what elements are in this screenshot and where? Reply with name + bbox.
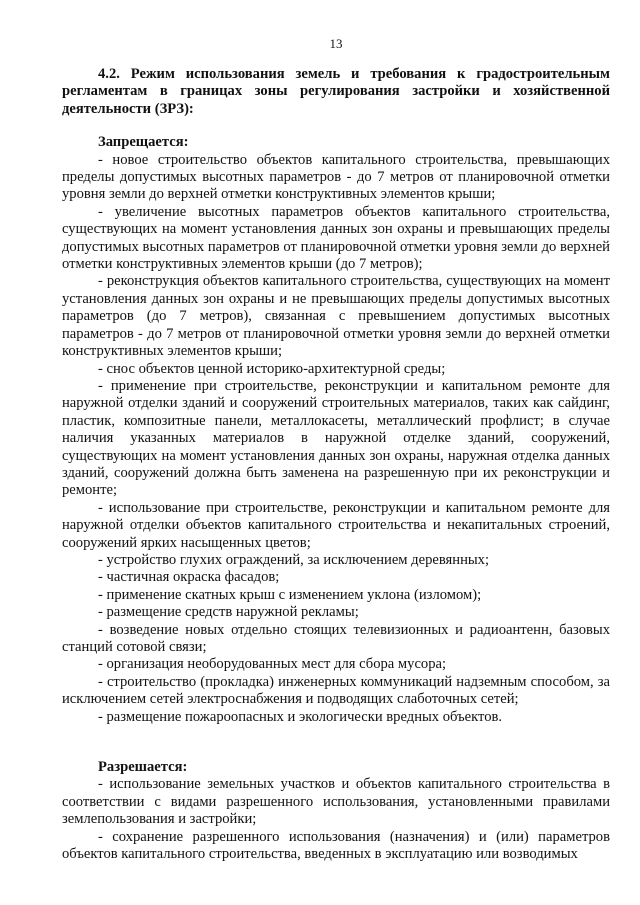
- forbidden-title: Запрещается:: [98, 134, 189, 151]
- forbidden-item: - увеличение высотных параметров объектов капитального строительства, существующих на момент установления данных зон охраны и превышающих пределы допустимых высотных параметров от планировочной отметки уровня земли до верхней отметки конструктивных элементов крыши (до 7 метров);: [62, 203, 610, 273]
- section-heading: 4.2. Режим использования земель и требования к градостроительным регламентам в границах зоны регулирования застройки и хозяйственной деятельности (ЗРЗ):: [62, 66, 610, 117]
- allowed-list: [62, 776, 610, 863]
- forbidden-item: - применение скатных крыш с изменением уклона (изломом);: [98, 586, 482, 603]
- allowed-item: - использование земельных участков и объектов капитального строительства в соответствии с видами разрешенного использования, установленными правилами землепользования и застройки;: [62, 776, 610, 828]
- document-page: [62, 0, 610, 863]
- forbidden-item: - организация необорудованных мест для сбора мусора;: [98, 656, 447, 673]
- forbidden-item: - реконструкция объектов капитального строительства, существующих на момент установления данных зон охраны и не превышающих пределы допустимых высотных параметров (до 7 метров), связанная с превышением допустимых высотных параметров - до 7 метров от планировочной отметки уровня земли до верхней отметки конструктивных элементов крыши;: [62, 273, 610, 360]
- forbidden-item: - возведение новых отдельно стоящих телевизионных и радиоантенн, базовых станций сотовой связи;: [62, 621, 610, 655]
- forbidden-item: - частичная окраска фасадов;: [98, 569, 280, 586]
- allowed-item: - сохранение разрешенного использования (назначения) и (или) параметров объектов капитального строительства, введенных в эксплуатацию или возводимых: [62, 828, 610, 863]
- allowed-title: Разрешается:: [98, 759, 188, 776]
- forbidden-item: - снос объектов ценной историко-архитектурной среды;: [98, 360, 446, 377]
- forbidden-item: - новое строительство объектов капитального строительства, превышающих пределы допустимых высотных параметров - до 7 метров от планировочной отметки уровня земли до верхней отметки конструктивных элементов крыши;: [62, 151, 610, 203]
- forbidden-item: - применение при строительстве, реконструкции и капитальном ремонте для наружной отделки зданий и сооружений строительных материалов, таких как сайдинг, пластик, композитные панели, металлокасеты, металлический профлист; в случае наличия указанных материалов в наружной отделке зданий, сооружений, существующих на момент установления данных зон охраны, наружная отделка данных зданий, сооружений должна быть заменена на разрешенную при их реконструкции и ремонте;: [62, 377, 610, 499]
- forbidden-list: [62, 152, 610, 726]
- section-spacer: [62, 726, 610, 743]
- page-number: 13: [329, 36, 343, 51]
- forbidden-item: - строительство (прокладка) инженерных коммуникаций надземным способом, за исключением сетей электроснабжения и подводящих слаботочных сетей;: [62, 673, 610, 708]
- forbidden-item: - использование при строительстве, реконструкции и капитальном ремонте для наружной отделки объектов капитального строительства и некапитальных строений, сооружений ярких насыщенных цветов;: [62, 499, 610, 551]
- forbidden-item: - устройство глухих ограждений, за исключением деревянных;: [98, 551, 490, 568]
- forbidden-item: - размещение пожароопасных и экологически вредных объектов.: [98, 708, 503, 725]
- forbidden-item: - размещение средств наружной рекламы;: [98, 604, 359, 621]
